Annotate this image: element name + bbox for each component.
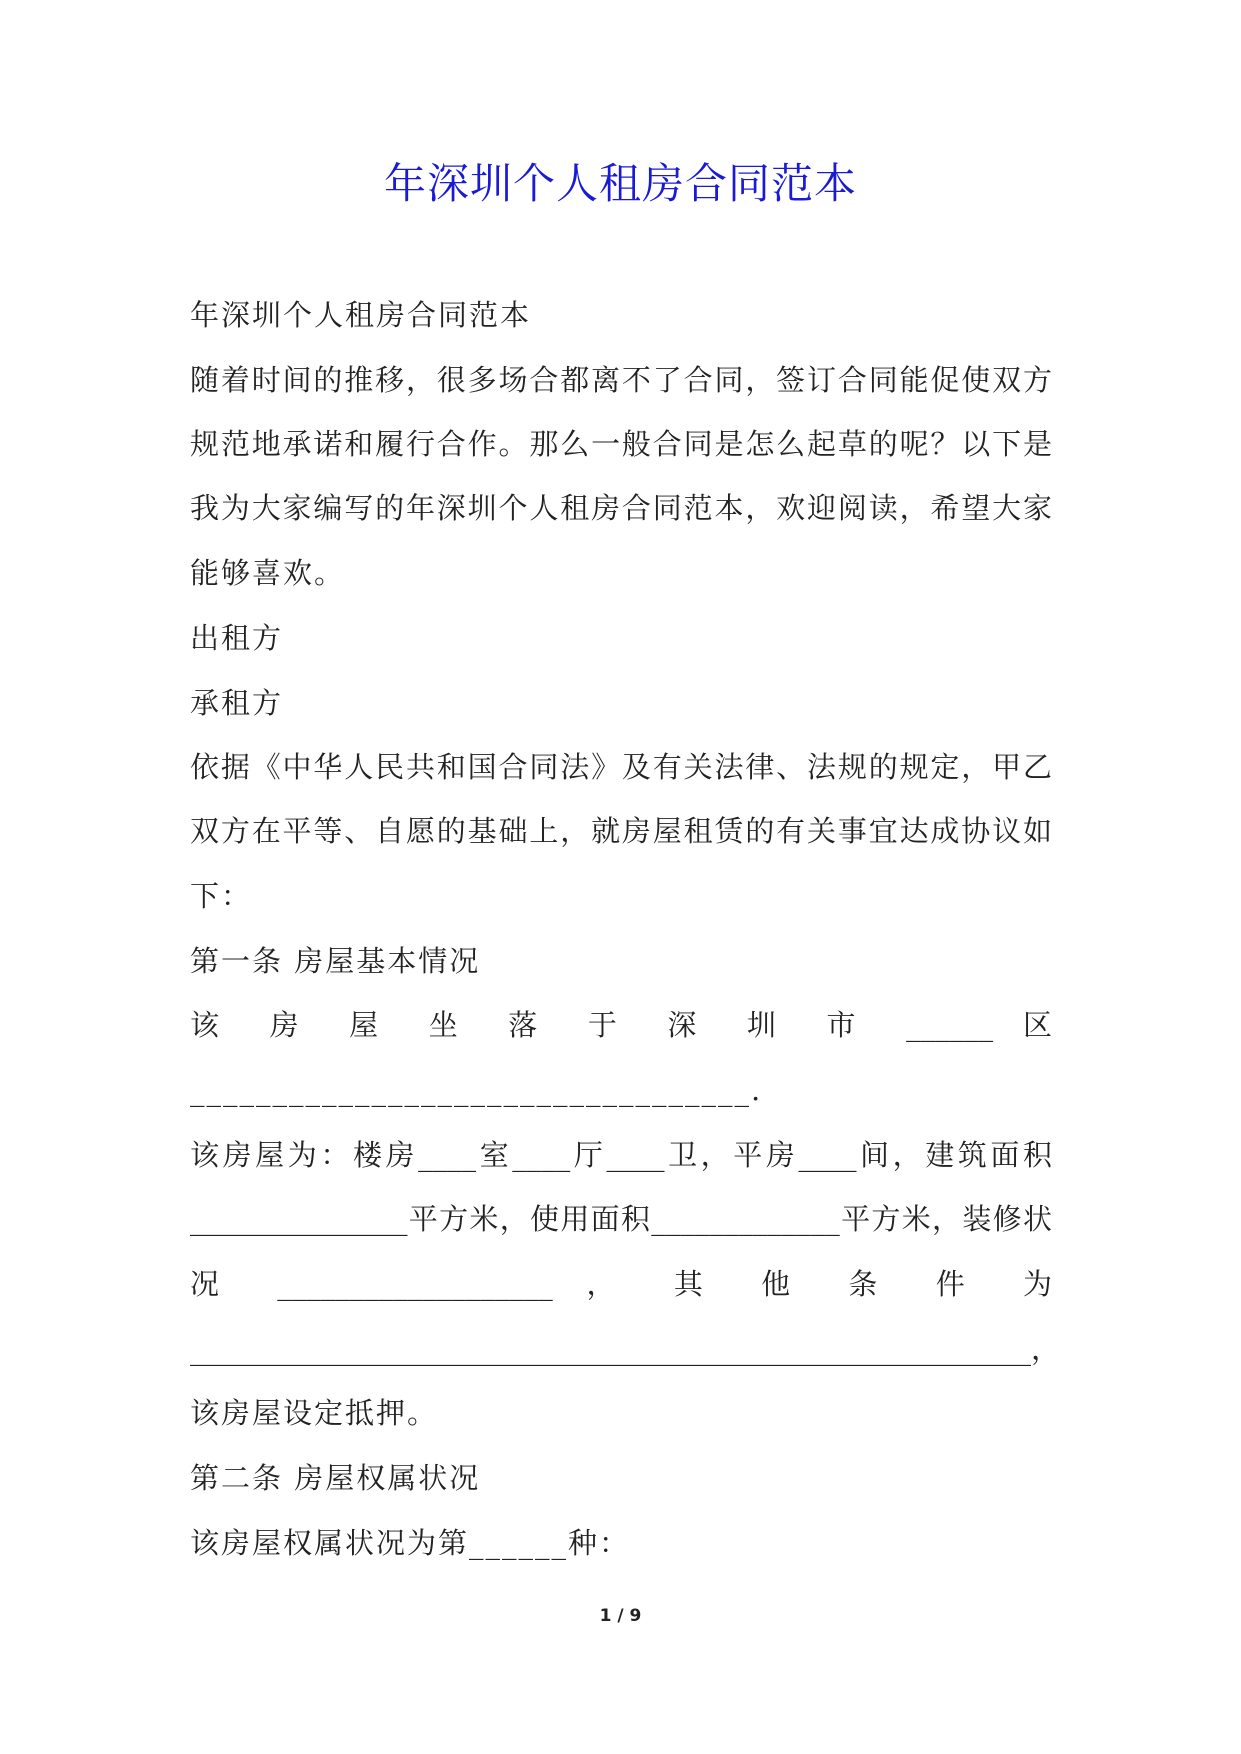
body-line: 我为大家编写的年深圳个人租房合同范本，欢迎阅读，希望大家: [190, 491, 1052, 525]
body-line: 双方在平等、自愿的基础上，就房屋租赁的有关事宜达成协议如: [190, 814, 1052, 848]
body-line: _______________平方米，使用面积_____________平方米，装修状: [190, 1202, 1052, 1236]
body-line: 承租方: [190, 686, 284, 720]
body-line: 该房屋为：楼房____室____厅____卫，平房____间，建筑面积: [190, 1138, 1052, 1172]
section-heading: 第二条 房屋权属状况: [190, 1461, 481, 1495]
body-line: 能够喜欢。: [190, 556, 346, 590]
body-line: 年深圳个人租房合同范本: [190, 298, 532, 332]
body-line: 该 房 屋 坐 落 于 深 圳 市 ______ 区: [190, 1008, 1052, 1042]
body-line: 出租方: [190, 621, 284, 655]
body-line: 况 ___________________ ， 其 他 条 件 为: [190, 1267, 1052, 1301]
body-line: 规范地承诺和履行合作。那么一般合同是怎么起草的呢？以下是: [190, 427, 1052, 461]
page-number: 1 / 9: [599, 1606, 642, 1626]
document-title: 年深圳个人租房合同范本: [383, 159, 857, 208]
body-line: 随着时间的推移，很多场合都离不了合同，签订合同能促使双方: [190, 363, 1052, 397]
blank-line: __________________________________.: [190, 1073, 763, 1107]
blank-line: __________________________________________________________，: [190, 1332, 1061, 1366]
body-line: 依据《中华人民共和国合同法》及有关法律、法规的规定，甲乙: [190, 750, 1052, 784]
body-line: 该房屋权属状况为第______种：: [190, 1526, 631, 1560]
body-line: 该房屋设定抵押。: [190, 1396, 439, 1430]
body-line: 下：: [190, 879, 253, 913]
section-heading: 第一条 房屋基本情况: [190, 944, 481, 978]
